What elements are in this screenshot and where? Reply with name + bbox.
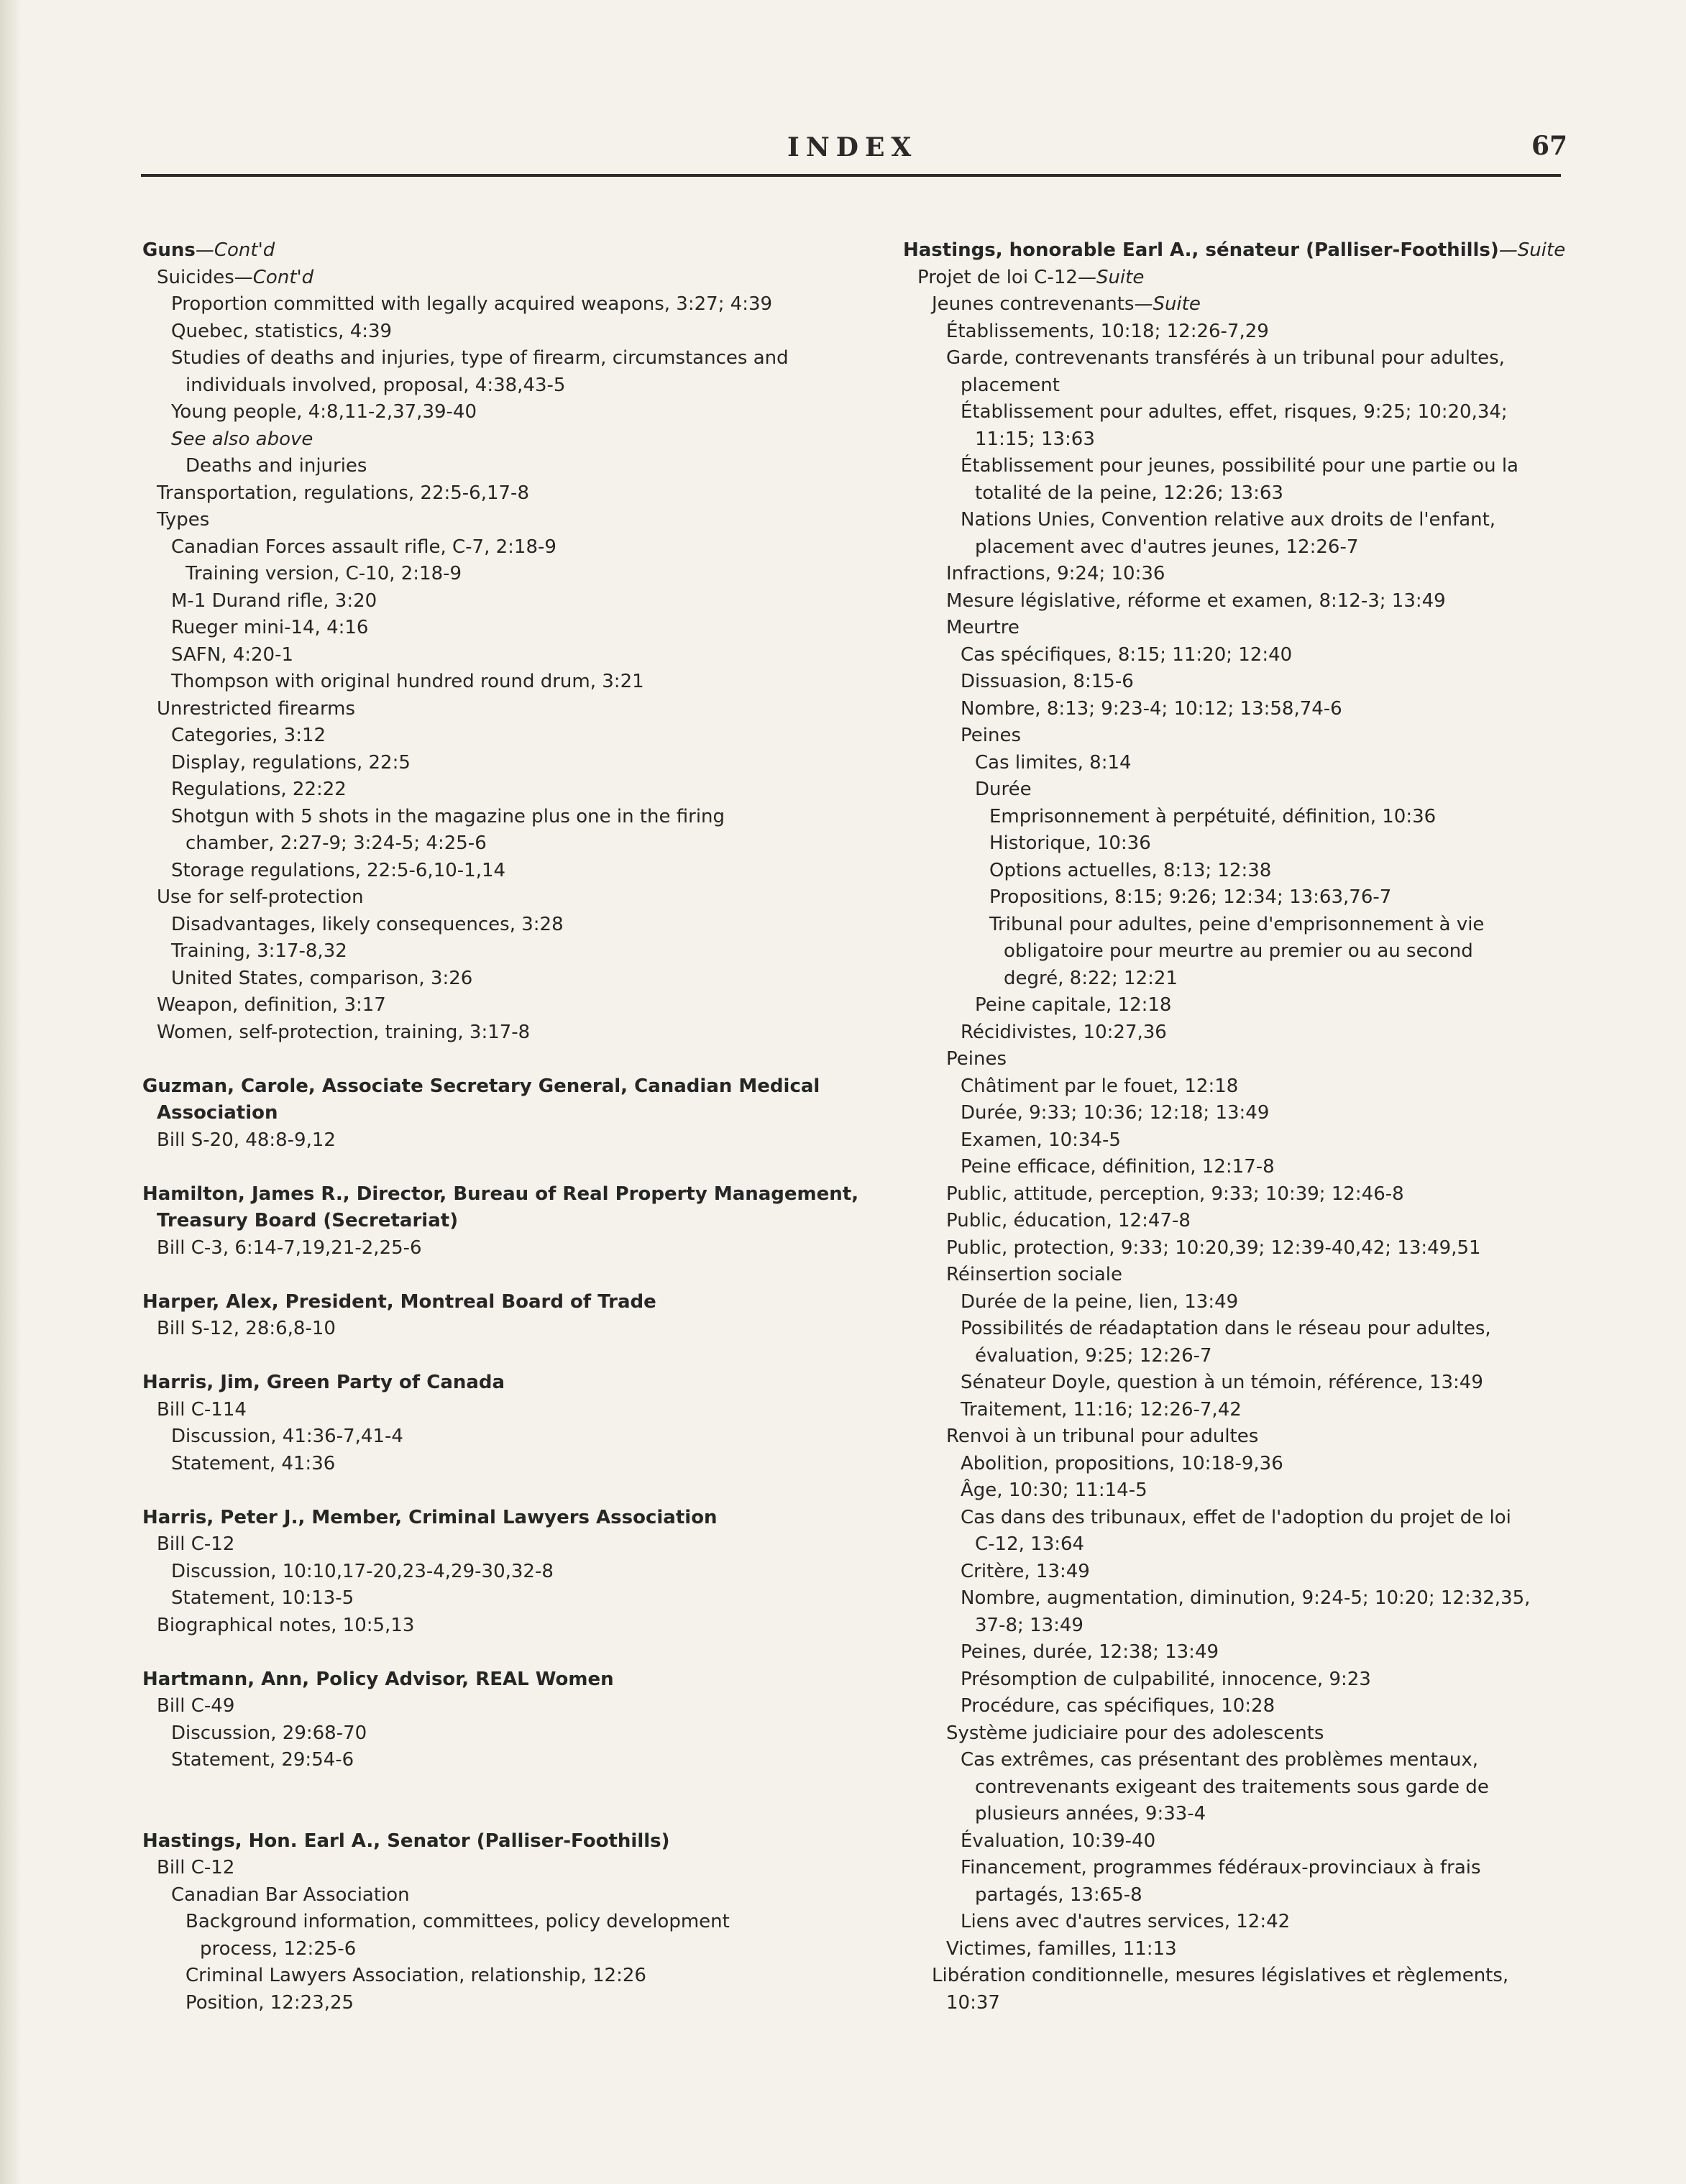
index-subentry: Young people, 4:8,11-2,37,39-40	[171, 401, 477, 423]
continued-marker: —Suite	[1077, 266, 1145, 288]
index-subentry: Durée, 9:33; 10:36; 12:18; 13:49	[961, 1102, 1270, 1124]
index-subentry: Training version, C-10, 2:18-9	[185, 563, 462, 584]
index-subentry: Statement, 10:13-5	[171, 1587, 354, 1609]
index-subentry: Âge, 10:30; 11:14-5	[961, 1479, 1147, 1501]
index-subentry: Établissement pour adultes, effet, risques, 9:25; 10:20,34;	[961, 401, 1508, 423]
index-subentry: Récidivistes, 10:27,36	[961, 1021, 1167, 1043]
index-subentry: 37-8; 13:49	[975, 1614, 1083, 1636]
index-subentry: Cas spécifiques, 8:15; 11:20; 12:40	[961, 643, 1293, 666]
index-heading: Hastings, Hon. Earl A., Senator (Palliser-Foothills)	[142, 1830, 670, 1852]
index-subentry: Options actuelles, 8:13; 12:38	[989, 859, 1272, 881]
index-subentry: placement	[961, 374, 1060, 396]
entry-text: Projet de loi C-12	[917, 266, 1078, 288]
index-subentry: Liens avec d'autres services, 12:42	[961, 1911, 1291, 1932]
entry-spacer	[142, 1262, 861, 1289]
index-subentry: Background information, committees, policy development	[185, 1911, 730, 1932]
index-subentry	[142, 265, 861, 292]
index-subentry: SAFN, 4:20-1	[171, 643, 294, 666]
index-subentry: chamber, 2:27-9; 3:24-5; 4:25-6	[185, 832, 487, 854]
index-subentry: Cas extrêmes, cas présentant des problèmes mentaux,	[961, 1749, 1479, 1771]
page-number: 67	[1531, 131, 1568, 161]
index-subentry: Bill S-12, 28:6,8-10	[157, 1318, 336, 1339]
index-subentry: Financement, programmes fédéraux-provinciaux à frais	[961, 1857, 1481, 1878]
index-subentry: Cas limites, 8:14	[975, 751, 1132, 774]
index-subentry: Garde, contrevenants transférés à un tribunal pour adultes,	[946, 347, 1505, 369]
index-subentry: Libération conditionnelle, mesures législatives et règlements,	[932, 1965, 1509, 1986]
continued-marker: —Cont'd	[195, 239, 275, 261]
index-subentry: Abolition, propositions, 10:18-9,36	[961, 1452, 1283, 1474]
index-subentry: C-12, 13:64	[975, 1533, 1085, 1555]
index-subentry: Use for self-protection	[157, 886, 364, 908]
index-column-left	[142, 237, 861, 2016]
index-subentry: Bill C-49	[157, 1695, 235, 1717]
index-subentry: Weapon, definition, 3:17	[157, 994, 386, 1016]
index-subentry: Bill S-20, 48:8-9,12	[157, 1129, 336, 1151]
index-subentry: obligatoire pour meurtre au premier ou au second	[1004, 940, 1473, 962]
index-subentry: Discussion, 10:10,17-20,23-4,29-30,32-8	[171, 1560, 554, 1582]
header-rule	[141, 174, 1561, 177]
index-subentry: Rueger mini-14, 4:16	[171, 617, 369, 638]
index-subentry: Durée de la peine, lien, 13:49	[961, 1290, 1239, 1313]
index-column-right	[903, 237, 1608, 2016]
index-subentry: Association	[157, 1102, 278, 1124]
index-subentry: Nombre, augmentation, diminution, 9:24-5; 10:20; 12:32,35,	[961, 1587, 1531, 1609]
index-subentry: Nombre, 8:13; 9:23-4; 10:12; 13:58,74-6	[961, 697, 1342, 720]
index-subentry: Display, regulations, 22:5	[171, 751, 411, 774]
index-subentry: Quebec, statistics, 4:39	[171, 320, 393, 342]
index-subentry: Statement, 29:54-6	[171, 1749, 354, 1771]
index-subentry: Regulations, 22:22	[171, 779, 347, 800]
index-subentry: United States, comparison, 3:26	[171, 967, 473, 989]
index-subentry: Proportion committed with legally acquired weapons, 3:27; 4:39	[171, 293, 773, 315]
index-subentry: Peines	[946, 1048, 1007, 1070]
index-subentry: contrevenants exigeant des traitements sous garde de	[975, 1776, 1489, 1798]
index-subentry: Shotgun with 5 shots in the magazine plus one in the firing	[171, 805, 725, 827]
index-subentry: totalité de la peine, 12:26; 13:63	[975, 482, 1283, 504]
index-subentry: Categories, 3:12	[171, 725, 326, 746]
index-subentry: Sénateur Doyle, question à un témoin, référence, 13:49	[961, 1372, 1483, 1393]
index-subentry: Statement, 41:36	[171, 1452, 336, 1474]
index-subentry: Établissements, 10:18; 12:26-7,29	[946, 320, 1269, 342]
index-heading: Harris, Peter J., Member, Criminal Lawyers Association	[142, 1506, 718, 1528]
entry-spacer	[142, 1046, 861, 1073]
index-subentry: individuals involved, proposal, 4:38,43-5	[185, 374, 566, 396]
index-subentry: Position, 12:23,25	[185, 1991, 354, 2014]
index-subentry: Tribunal pour adultes, peine d'emprisonnement à vie	[989, 913, 1485, 935]
index-subentry: Procédure, cas spécifiques, 10:28	[961, 1695, 1275, 1717]
entry-spacer	[142, 1801, 861, 1828]
index-subentry: Infractions, 9:24; 10:36	[946, 563, 1165, 584]
index-subentry: process, 12:25-6	[200, 1937, 357, 1960]
index-subentry: Bill C-114	[157, 1398, 247, 1421]
index-subentry: Meurtre	[946, 617, 1020, 638]
index-subentry: Cas dans des tribunaux, effet de l'adoption du projet de loi	[961, 1506, 1511, 1528]
index-subentry: Nations Unies, Convention relative aux droits de l'enfant,	[961, 509, 1496, 531]
index-subentry: Discussion, 41:36-7,41-4	[171, 1426, 403, 1447]
index-subentry: Évaluation, 10:39-40	[961, 1830, 1156, 1852]
index-subentry: Mesure législative, réforme et examen, 8:12-3; 13:49	[946, 589, 1446, 612]
index-subentry: Biographical notes, 10:5,13	[157, 1614, 415, 1636]
page-header-title: INDEX	[787, 132, 918, 162]
scan-edge	[0, 0, 22, 2184]
index-subentry: Emprisonnement à perpétuité, définition, 10:36	[989, 805, 1437, 827]
index-subentry: Treasury Board (Secretariat)	[157, 1210, 459, 1231]
index-subentry	[903, 291, 1608, 318]
continued-marker: —Cont'd	[234, 266, 314, 288]
entry-spacer	[142, 1343, 861, 1370]
continued-marker: —Suite	[1498, 239, 1566, 261]
index-subentry: Victimes, familles, 11:13	[946, 1937, 1177, 1960]
index-subentry: Bill C-3, 6:14-7,19,21-2,25-6	[157, 1236, 422, 1259]
index-subentry: Critère, 13:49	[961, 1560, 1090, 1582]
index-heading: Hamilton, James R., Director, Bureau of Real Property Management,	[142, 1183, 859, 1205]
index-subentry: Durée	[975, 779, 1032, 800]
index-subentry: Public, éducation, 12:47-8	[946, 1210, 1191, 1231]
index-subentry: Peine efficace, définition, 12:17-8	[961, 1156, 1275, 1178]
index-heading: Guzman, Carole, Associate Secretary General, Canadian Medical	[142, 1075, 820, 1097]
index-subentry: Storage regulations, 22:5-6,10-1,14	[171, 859, 506, 881]
index-subentry	[903, 265, 1608, 292]
index-subentry: Historique, 10:36	[989, 832, 1151, 854]
index-subentry: Présomption de culpabilité, innocence, 9:23	[961, 1668, 1371, 1690]
index-subentry: Possibilités de réadaptation dans le réseau pour adultes,	[961, 1318, 1491, 1339]
entry-spacer	[142, 1154, 861, 1181]
index-subentry: Thompson with original hundred round drum, 3:21	[171, 671, 644, 692]
index-heading	[903, 237, 1608, 265]
index-subentry: Examen, 10:34-5	[961, 1129, 1121, 1151]
index-subentry: évaluation, 9:25; 12:26-7	[975, 1344, 1212, 1367]
index-subentry: plusieurs années, 9:33-4	[975, 1803, 1206, 1825]
index-subentry: Système judiciaire pour des adolescents	[946, 1722, 1324, 1744]
entry-spacer	[142, 1774, 861, 1802]
index-subentry: 11:15; 13:63	[975, 428, 1095, 450]
entry-text: Suicides	[157, 266, 234, 288]
index-subentry: Renvoi à un tribunal pour adultes	[946, 1426, 1259, 1447]
index-subentry: Établissement pour jeunes, possibilité pour une partie ou la	[961, 455, 1518, 477]
index-subentry: Réinsertion sociale	[946, 1264, 1123, 1285]
entry-spacer	[142, 1477, 861, 1505]
index-subentry: Criminal Lawyers Association, relationship, 12:26	[185, 1965, 646, 1986]
index-subentry: 10:37	[946, 1991, 1000, 2014]
index-subentry: Canadian Bar Association	[171, 1884, 410, 1906]
index-subentry: Training, 3:17-8,32	[171, 940, 347, 962]
index-subentry: placement avec d'autres jeunes, 12:26-7	[975, 536, 1359, 558]
entry-text: Jeunes contrevenants	[932, 293, 1135, 315]
index-subentry: Peine capitale, 12:18	[975, 994, 1172, 1016]
index-heading	[142, 237, 861, 265]
index-subentry: degré, 8:22; 12:21	[1004, 967, 1178, 989]
index-subentry: Deaths and injuries	[185, 455, 367, 477]
index-subentry: partagés, 13:65-8	[975, 1884, 1142, 1906]
entry-text: Guns	[142, 239, 196, 261]
index-subentry: Disadvantages, likely consequences, 3:28	[171, 913, 564, 935]
index-subentry: Dissuasion, 8:15-6	[961, 671, 1134, 692]
index-subentry: Women, self-protection, training, 3:17-8	[157, 1021, 531, 1043]
index-subentry: M-1 Durand rifle, 3:20	[171, 589, 377, 612]
index-subentry: Public, attitude, perception, 9:33; 10:39; 12:46-8	[946, 1183, 1404, 1205]
entry-text: Hastings, honorable Earl A., sénateur (Palliser-Foothills)	[903, 239, 1499, 261]
index-heading: Harper, Alex, President, Montreal Board of Trade	[142, 1290, 656, 1313]
index-subentry: Châtiment par le fouet, 12:18	[961, 1075, 1239, 1097]
continued-marker: —Suite	[1134, 293, 1201, 315]
index-subentry: Canadian Forces assault rifle, C-7, 2:18-9	[171, 536, 556, 558]
index-subentry: See also above	[171, 428, 313, 450]
index-subentry: Public, protection, 9:33; 10:20,39; 12:39-40,42; 13:49,51	[946, 1236, 1481, 1259]
index-subentry: Transportation, regulations, 22:5-6,17-8	[157, 482, 529, 504]
index-subentry: Bill C-12	[157, 1533, 235, 1555]
index-subentry: Peines	[961, 725, 1021, 746]
index-heading: Hartmann, Ann, Policy Advisor, REAL Women	[142, 1668, 614, 1690]
entry-spacer	[142, 1639, 861, 1666]
index-heading: Harris, Jim, Green Party of Canada	[142, 1372, 505, 1393]
index-subentry: Discussion, 29:68-70	[171, 1722, 367, 1744]
index-subentry: Types	[157, 509, 210, 531]
index-subentry: Bill C-12	[157, 1857, 235, 1878]
index-subentry: Propositions, 8:15; 9:26; 12:34; 13:63,76-7	[989, 886, 1392, 908]
index-subentry: Studies of deaths and injuries, type of firearm, circumstances and	[171, 347, 789, 369]
index-subentry: Peines, durée, 12:38; 13:49	[961, 1641, 1219, 1663]
index-subentry: Unrestricted firearms	[157, 697, 356, 720]
index-subentry: Traitement, 11:16; 12:26-7,42	[961, 1398, 1242, 1421]
